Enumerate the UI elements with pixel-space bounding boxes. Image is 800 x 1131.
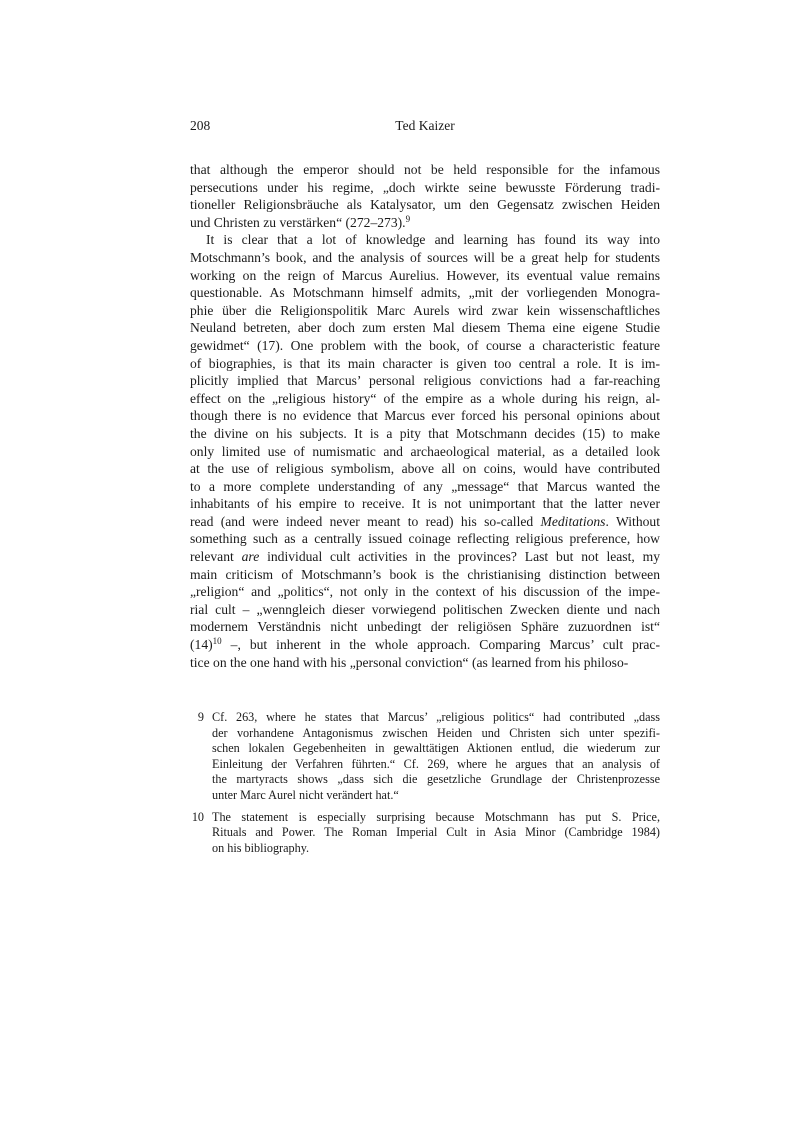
text-line [190, 636, 660, 654]
text-line [190, 601, 660, 619]
text-line [190, 372, 660, 390]
text-line [190, 566, 660, 584]
footnotes [190, 710, 660, 862]
footnote-reference: 9 [405, 213, 411, 224]
text-run: Neuland betreten, aber doch zum ersten Mal diesem Thema eine eigene Studie [190, 320, 660, 336]
footnote-number: 9 [197, 710, 204, 724]
italic-text: Meditations [540, 513, 606, 529]
text-line [190, 460, 660, 478]
text-line [190, 302, 660, 320]
text-line [190, 249, 660, 267]
text-line [190, 530, 660, 548]
text-line [190, 425, 660, 443]
text-run: gewidmet“ (17). One problem with the book, of course a characteristic feature [190, 337, 660, 353]
footnote [190, 810, 660, 857]
text-line [190, 583, 660, 601]
text-run: inhabitants of his empire to receive. It is not unimportant that the latter never [190, 496, 660, 512]
text-run: tice on the one hand with his „personal conviction“ (as learned from his philoso- [190, 654, 629, 670]
text-run: individual cult activities in the provinces? Last but not least, my [259, 549, 660, 565]
text-run: something such as a centrally issued coinage reflecting religious preference, how [190, 531, 660, 547]
text-line [212, 841, 660, 857]
text-line [190, 355, 660, 373]
text-line [190, 196, 660, 214]
text-run: relevant [190, 549, 242, 565]
text-run: und Christen zu verstärken“ (272–273). [190, 214, 406, 230]
text-line [190, 161, 660, 179]
text-line [212, 788, 660, 804]
italic-text: are [241, 549, 260, 565]
text-run: Rituals and Power. The Roman Imperial Cult in Asia Minor (Cambridge 1984) [212, 825, 660, 840]
text-line [190, 231, 660, 249]
text-run: der vorhandene Antagonismus zwischen Heiden und Christen sich unter spezifi- [212, 725, 660, 740]
text-line [190, 337, 660, 355]
text-run: It is clear that a lot of knowledge and learning has found its way into [206, 232, 660, 248]
text-run: schen lokalen Gegebenheiten in gewalttätigen Aktionen entlud, die wiederum zur [212, 741, 660, 756]
paragraph [190, 161, 660, 231]
text-run: effect on the „religious history“ of the empire as a whole during his reign, al- [190, 390, 660, 406]
text-line [190, 548, 660, 566]
text-run: phie über die Religionspolitik Marc Aurels wird zwar kein wissenschaftliches [190, 302, 660, 318]
paragraph [190, 231, 660, 671]
text-line [190, 478, 660, 496]
text-run: the martyracts shows „dass sich die gesetzliche Grundlage der Christenprozesse [212, 772, 660, 787]
text-run: at the use of religious symbolism, above all on coins, would have contributed [190, 461, 660, 477]
text-line [190, 390, 660, 408]
text-line [212, 772, 660, 788]
text-line [212, 726, 660, 742]
text-run: rial cult – „wenngleich dieser vorwiegend politischen Zwecken diente und nach [190, 601, 660, 617]
text-line [190, 284, 660, 302]
text-run: persecutions under his regime, „doch wirkte seine bewusste Förderung tradi- [190, 179, 660, 195]
text-run: though there is no evidence that Marcus ever forced his personal opinions about [190, 408, 660, 424]
text-line [212, 741, 660, 757]
text-line [212, 825, 660, 841]
text-run: the divine on his subjects. It is a pity that Motschmann decides (15) to make [190, 425, 660, 441]
text-run: main criticism of Motschmann’s book is the christianising distinction between [190, 566, 660, 582]
footnote-number: 10 [191, 809, 204, 824]
text-line [190, 214, 660, 232]
body-text [190, 161, 660, 671]
text-line [190, 513, 660, 531]
text-run: (14) [190, 637, 213, 653]
text-run: tioneller Religionsbräuche als Katalysator, um den Gegensatz zwischen Heiden [190, 197, 660, 213]
text-run: The statement is especially surprising because Motschmann has put S. Price, [212, 809, 660, 824]
text-run: questionable. As Motschmann himself admits, „mit der vorliegenden Monogra- [190, 285, 660, 301]
text-line [190, 495, 660, 513]
footnote-reference: 10 [212, 636, 222, 647]
text-run: –, but inherent in the whole approach. Comparing Marcus’ cult prac- [221, 637, 660, 653]
text-run: to a more complete understanding of any „message“ that Marcus wanted the [190, 478, 660, 494]
text-run: modernem Verständnis nicht unbedingt der religiösen Sphäre zuzuordnen ist“ [190, 619, 660, 635]
text-line [190, 654, 660, 672]
text-line [190, 443, 660, 461]
text-run: Motschmann’s book, and the analysis of sources will be a great help for students [190, 249, 660, 265]
text-run: Einleitung der Verfahren führten.“ Cf. 269, where he argues that an analysis of [212, 756, 660, 771]
text-line [190, 267, 660, 285]
text-run: read (and were indeed never meant to read) his so-called [190, 513, 541, 529]
text-line [212, 810, 660, 826]
text-line [190, 319, 660, 337]
text-run: „religion“ and „politics“, not only in the context of his discussion of the impe- [190, 584, 660, 600]
page-number: 208 [190, 118, 211, 133]
text-run: working on the reign of Marcus Aurelius. However, its eventual value remains [190, 267, 660, 283]
text-run: Cf. 263, where he states that Marcus’ „religious politics“ had contributed „dass [212, 710, 660, 724]
text-line [212, 710, 660, 726]
text-run: that although the emperor should not be held responsible for the infamous [190, 162, 660, 177]
text-run: only limited use of numismatic and archaeological material, as a detailed look [190, 443, 660, 459]
text-run: unter Marc Aurel nicht verändert hat.“ [212, 787, 399, 802]
text-run: of biographies, is that its main character is given too central a role. It is im- [190, 355, 660, 371]
text-run: plicitly implied that Marcus’ personal religious convictions had a far-reaching [190, 373, 660, 389]
text-run: . Without [605, 513, 660, 529]
text-line [190, 179, 660, 197]
footnote [190, 710, 660, 804]
running-header [190, 118, 660, 136]
running-head-author: Ted Kaizer [395, 118, 455, 133]
text-line [190, 618, 660, 636]
text-line [190, 407, 660, 425]
text-run: on his bibliography. [212, 840, 310, 855]
text-line [212, 757, 660, 773]
